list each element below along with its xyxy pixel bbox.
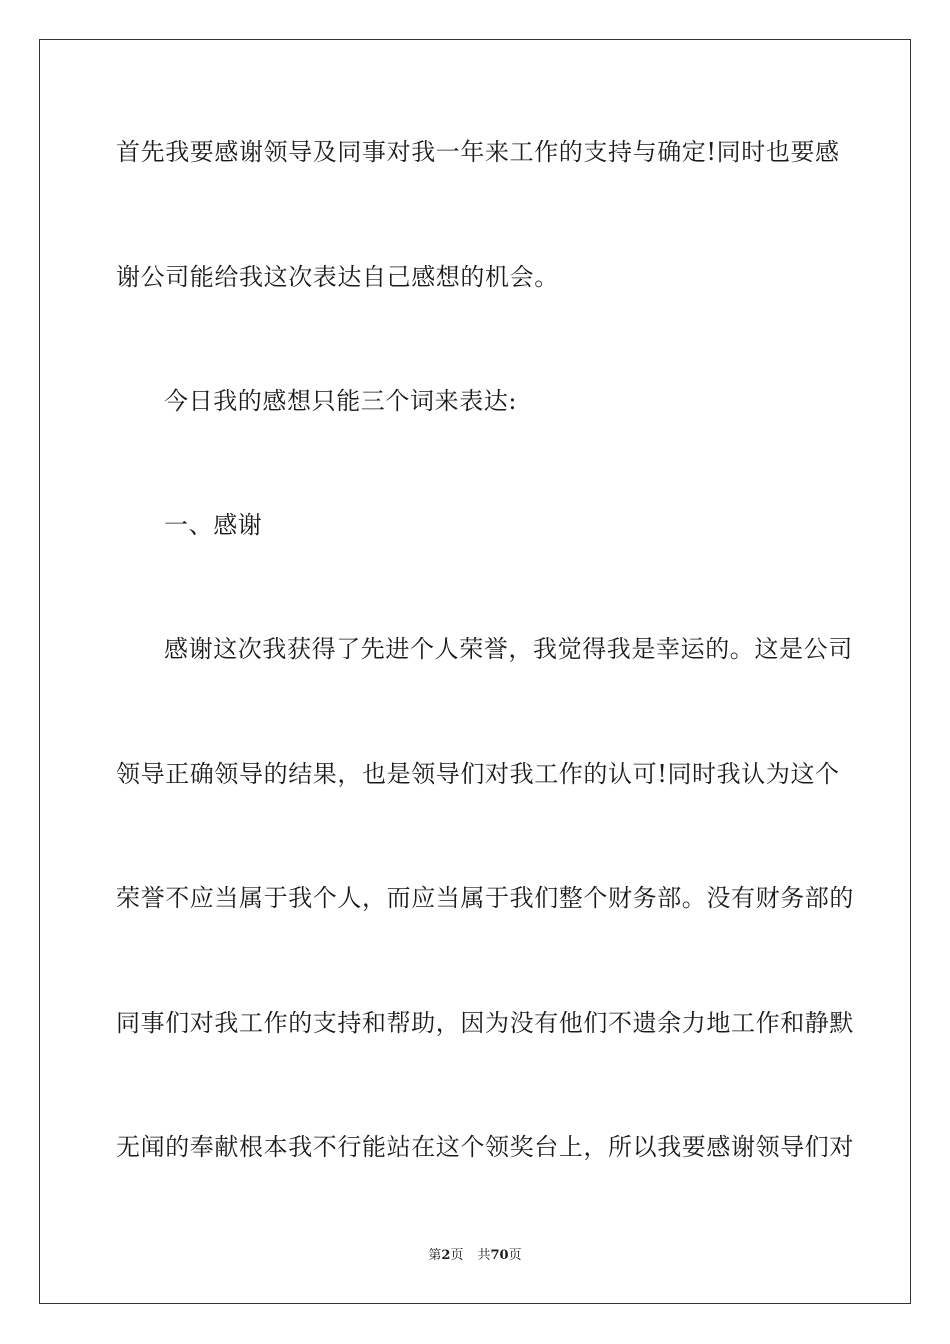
page-number: 2 bbox=[441, 1248, 451, 1263]
page-prefix: 第 bbox=[428, 1248, 442, 1263]
paragraph-line: 无闻的奉献根本我不行能站在这个领奖台上，所以我要感谢领导们对 bbox=[116, 1133, 854, 1161]
paragraph-line: 领导正确领导的结果，也是领导们对我工作的认可!同时我认为这个 bbox=[116, 760, 840, 788]
page-suffix: 页 bbox=[450, 1248, 464, 1263]
total-prefix: 共 bbox=[477, 1248, 491, 1263]
page-border bbox=[39, 39, 911, 1304]
total-pages: 70 bbox=[490, 1248, 509, 1263]
paragraph-line: 首先我要感谢领导及同事对我一年来工作的支持与确定!同时也要感 bbox=[116, 138, 840, 166]
section-heading: 一、感谢 bbox=[164, 511, 263, 539]
paragraph-line: 今日我的感想只能三个词来表达: bbox=[164, 387, 518, 415]
paragraph-line: 谢公司能给我这次表达自己感想的机会。 bbox=[116, 263, 559, 291]
paragraph-line: 荣誉不应当属于我个人，而应当属于我们整个财务部。没有财务部的 bbox=[116, 884, 854, 912]
total-suffix: 页 bbox=[508, 1248, 522, 1263]
paragraph-line: 感谢这次我获得了先进个人荣誉，我觉得我是幸运的。这是公司 bbox=[164, 635, 853, 663]
page-footer bbox=[0, 1247, 950, 1265]
paragraph-line: 同事们对我工作的支持和帮助，因为没有他们不遗余力地工作和静默 bbox=[116, 1009, 854, 1037]
